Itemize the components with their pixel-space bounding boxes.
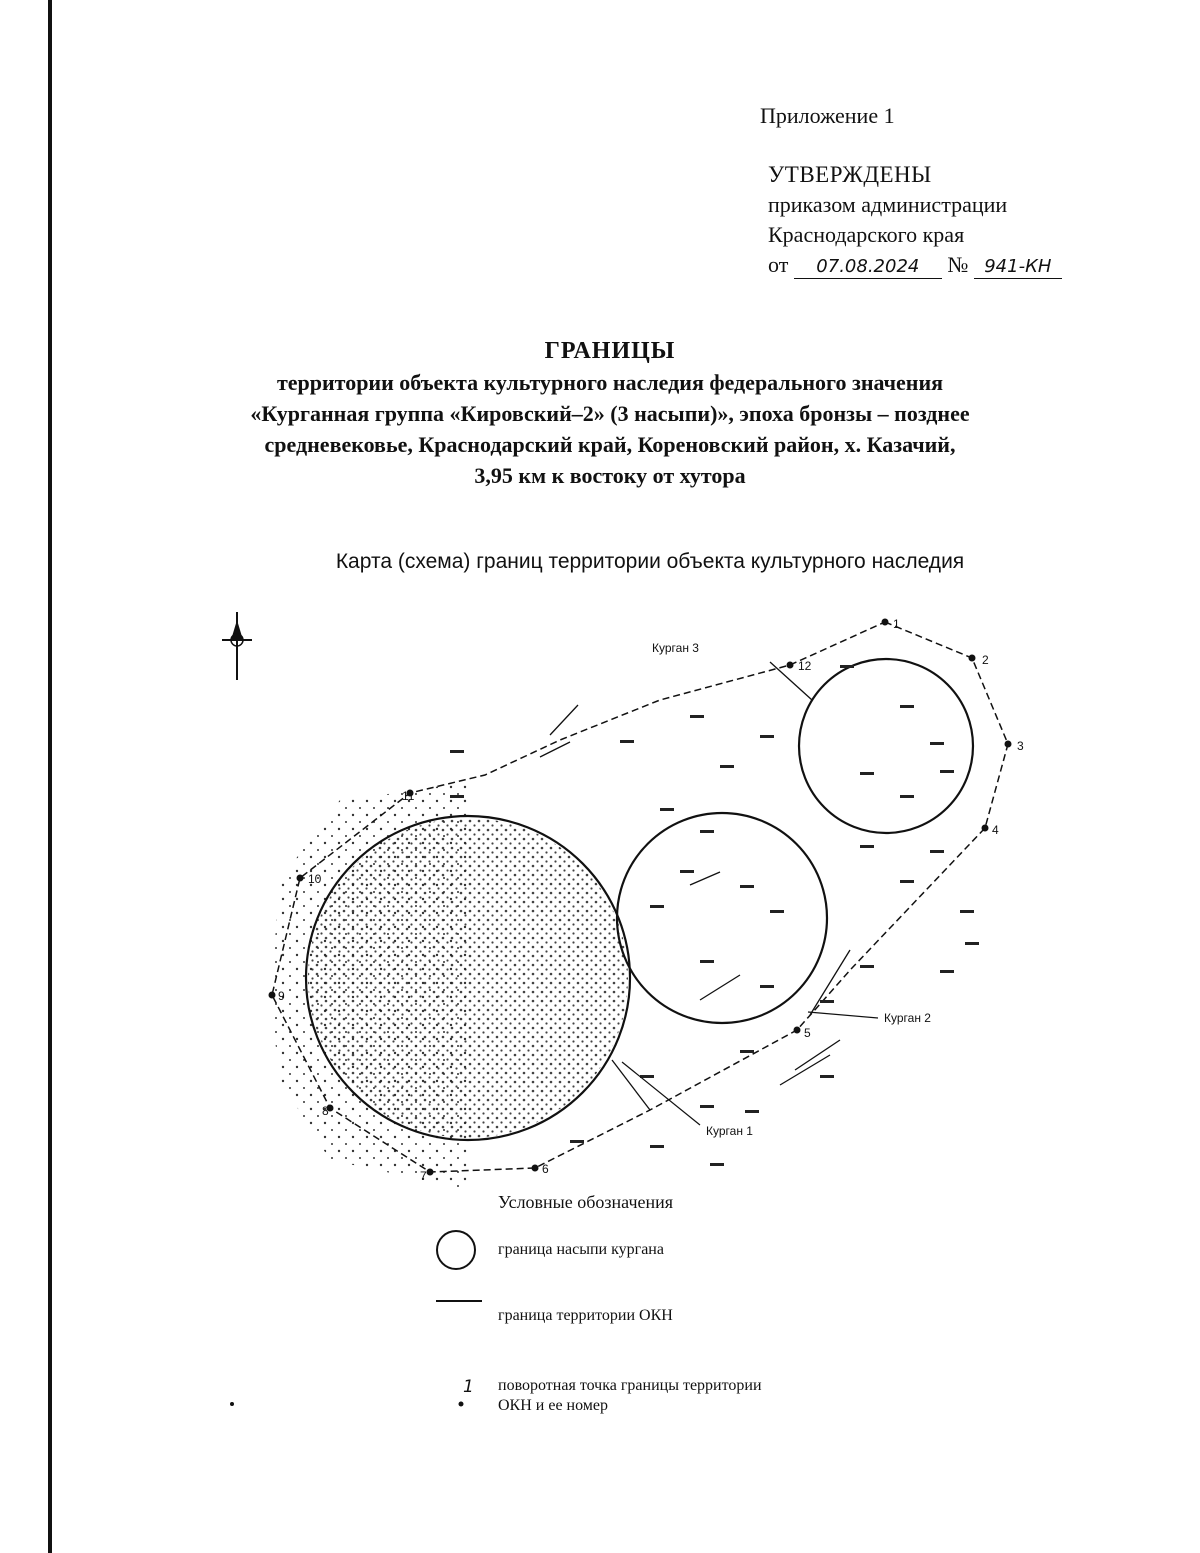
title-line-3: средневековье, Краснодарский край, Кореновский район, х. Казачий,: [264, 432, 956, 457]
legend-turning-point-sample-number: 1: [463, 1377, 474, 1397]
turning-point-6: [532, 1165, 539, 1172]
turning-point-9: [269, 992, 276, 999]
mound-1-label: Курган 1: [706, 1124, 753, 1138]
turning-point-7: [427, 1169, 434, 1176]
legend-turning-point-label: [498, 1376, 762, 1416]
order-line: приказом администрации: [768, 192, 1008, 217]
point-number-11: 11: [402, 789, 415, 803]
mound-3-boundary: [799, 659, 973, 833]
title-line-1: территории объекта культурного наследия федерального значения: [276, 370, 944, 395]
legend-mound-boundary-label: граница насыпи кургана: [498, 1241, 664, 1258]
mound-2-boundary: [617, 813, 827, 1023]
appendix-label: Приложение 1: [760, 103, 895, 128]
turning-point-5: [794, 1027, 801, 1034]
title-line-2: «Курганная группа «Кировский–2» (3 насыпи)», эпоха бронзы – позднее: [250, 401, 970, 426]
point-number-12: 12: [798, 659, 812, 673]
point-number-3: 3: [1017, 739, 1024, 753]
order-date-handwritten: 07.08.2024: [794, 256, 942, 279]
turning-point-10: [297, 875, 304, 882]
turning-point-4: [982, 825, 989, 832]
north-arrow-icon: [222, 612, 252, 680]
number-sign: №: [947, 252, 969, 277]
turning-point-1: [882, 619, 889, 626]
turning-point-2: [969, 655, 976, 662]
mound-labels: [622, 641, 931, 1138]
order-number-handwritten: 941-КН: [974, 256, 1062, 279]
title-line-4: 3,95 км к востоку от хутора: [474, 463, 746, 488]
region-line: Краснодарского края: [768, 222, 965, 247]
point-number-1: 1: [893, 617, 900, 631]
point-number-9: 9: [278, 989, 285, 1003]
turning-point-3: [1005, 741, 1012, 748]
legend-turning-point-line-2: ОКН и ее номер: [498, 1397, 609, 1414]
stray-dot-mark: [230, 1402, 234, 1406]
point-number-10: 10: [308, 872, 322, 886]
point-number-8: 8: [322, 1104, 329, 1118]
point-number-6: 6: [542, 1162, 549, 1176]
legend-mound-symbol-icon: [437, 1231, 475, 1269]
legend-turning-point-line-1: поворотная точка границы территории: [498, 1377, 762, 1394]
point-number-5: 5: [804, 1026, 811, 1040]
legend-turning-point-symbol-icon: [459, 1402, 464, 1407]
title-main: ГРАНИЦЫ: [544, 338, 676, 364]
map-caption: Карта (схема) границ территории объекта культурного наследия: [335, 550, 965, 573]
mound-2-label: Курган 2: [884, 1011, 931, 1025]
legend-territory-boundary-label: граница территории ОКН: [498, 1307, 673, 1324]
approved-heading: УТВЕРЖДЕНЫ: [768, 162, 932, 187]
from-prefix: от: [768, 252, 789, 277]
point-number-2: 2: [982, 653, 989, 667]
legend-title: Условные обозначения: [498, 1192, 674, 1212]
point-number-7: 7: [420, 1169, 427, 1183]
point-number-4: 4: [992, 823, 999, 837]
mound-3-label: Курган 3: [652, 641, 699, 655]
dotted-hatch-area: [265, 780, 628, 1190]
turning-point-12: [787, 662, 794, 669]
